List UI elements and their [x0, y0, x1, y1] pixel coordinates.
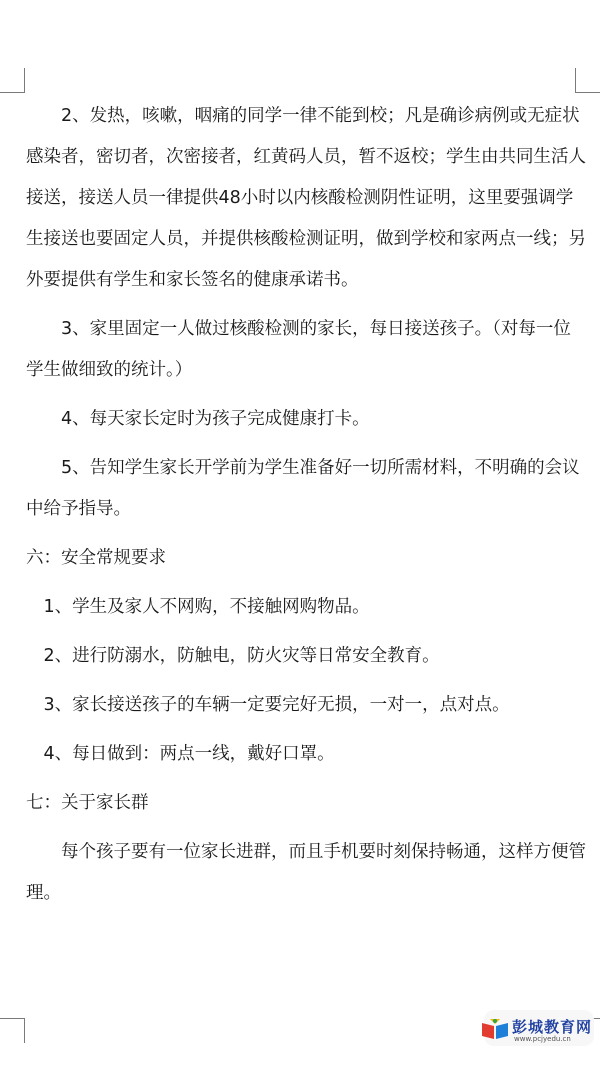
- safety-item-1: 1、学生及家人不网购，不接触网购物品。: [43, 597, 370, 617]
- watermark-name: 彭城教育网: [512, 1018, 593, 1036]
- page-corner-mark-bottom-left: [0, 1018, 25, 1043]
- paragraph-item-3: 3、家里固定一人做过核酸检测的家长，每日接送孩子。（对每一位学生做细致的统计。）: [26, 319, 571, 380]
- book-icon: [480, 1017, 510, 1041]
- document-body: [26, 96, 586, 914]
- safety-item-4: 4、每日做到：两点一线，戴好口罩。: [43, 744, 335, 764]
- safety-item-3: 3、家长接送孩子的车辆一定要完好无损，一对一，点对点。: [43, 695, 510, 715]
- paragraph-item-4: 4、每天家长定时为孩子完成健康打卡。: [61, 409, 370, 429]
- paragraph-item-5: 5、告知学生家长开学前为学生准备好一切所需材料，不明确的会议中给予指导。: [26, 458, 580, 519]
- section-heading-seven: 七：关于家长群: [26, 793, 149, 813]
- paragraph-item-2: 2、发热，咳嗽，咽痛的同学一律不能到校；凡是确诊病例或无症状感染者，密切者，次密接者，红黄码人员，暂不返校；学生由共同生活人接送，接送人员一律提供48小时以内核酸检测阴性证明，这里要强调学生接送也要固定人员，并提供核酸检测证明，做到学校和家两点一线；另外要提供有学生和家长签名的健康承诺书。: [26, 106, 586, 290]
- safety-item-2: 2、进行防溺水，防触电，防火灾等日常安全教育。: [43, 646, 440, 666]
- page-corner-mark-top-left: [0, 68, 25, 93]
- watermark-url: www.pcjyedu.cn: [514, 1035, 571, 1043]
- section-heading-six: 六：安全常规要求: [26, 548, 166, 568]
- parent-group-paragraph: 每个孩子要有一位家长进群，而且手机要时刻保持畅通，这样方便管理。: [26, 842, 586, 903]
- page-corner-mark-top-right: [575, 68, 600, 93]
